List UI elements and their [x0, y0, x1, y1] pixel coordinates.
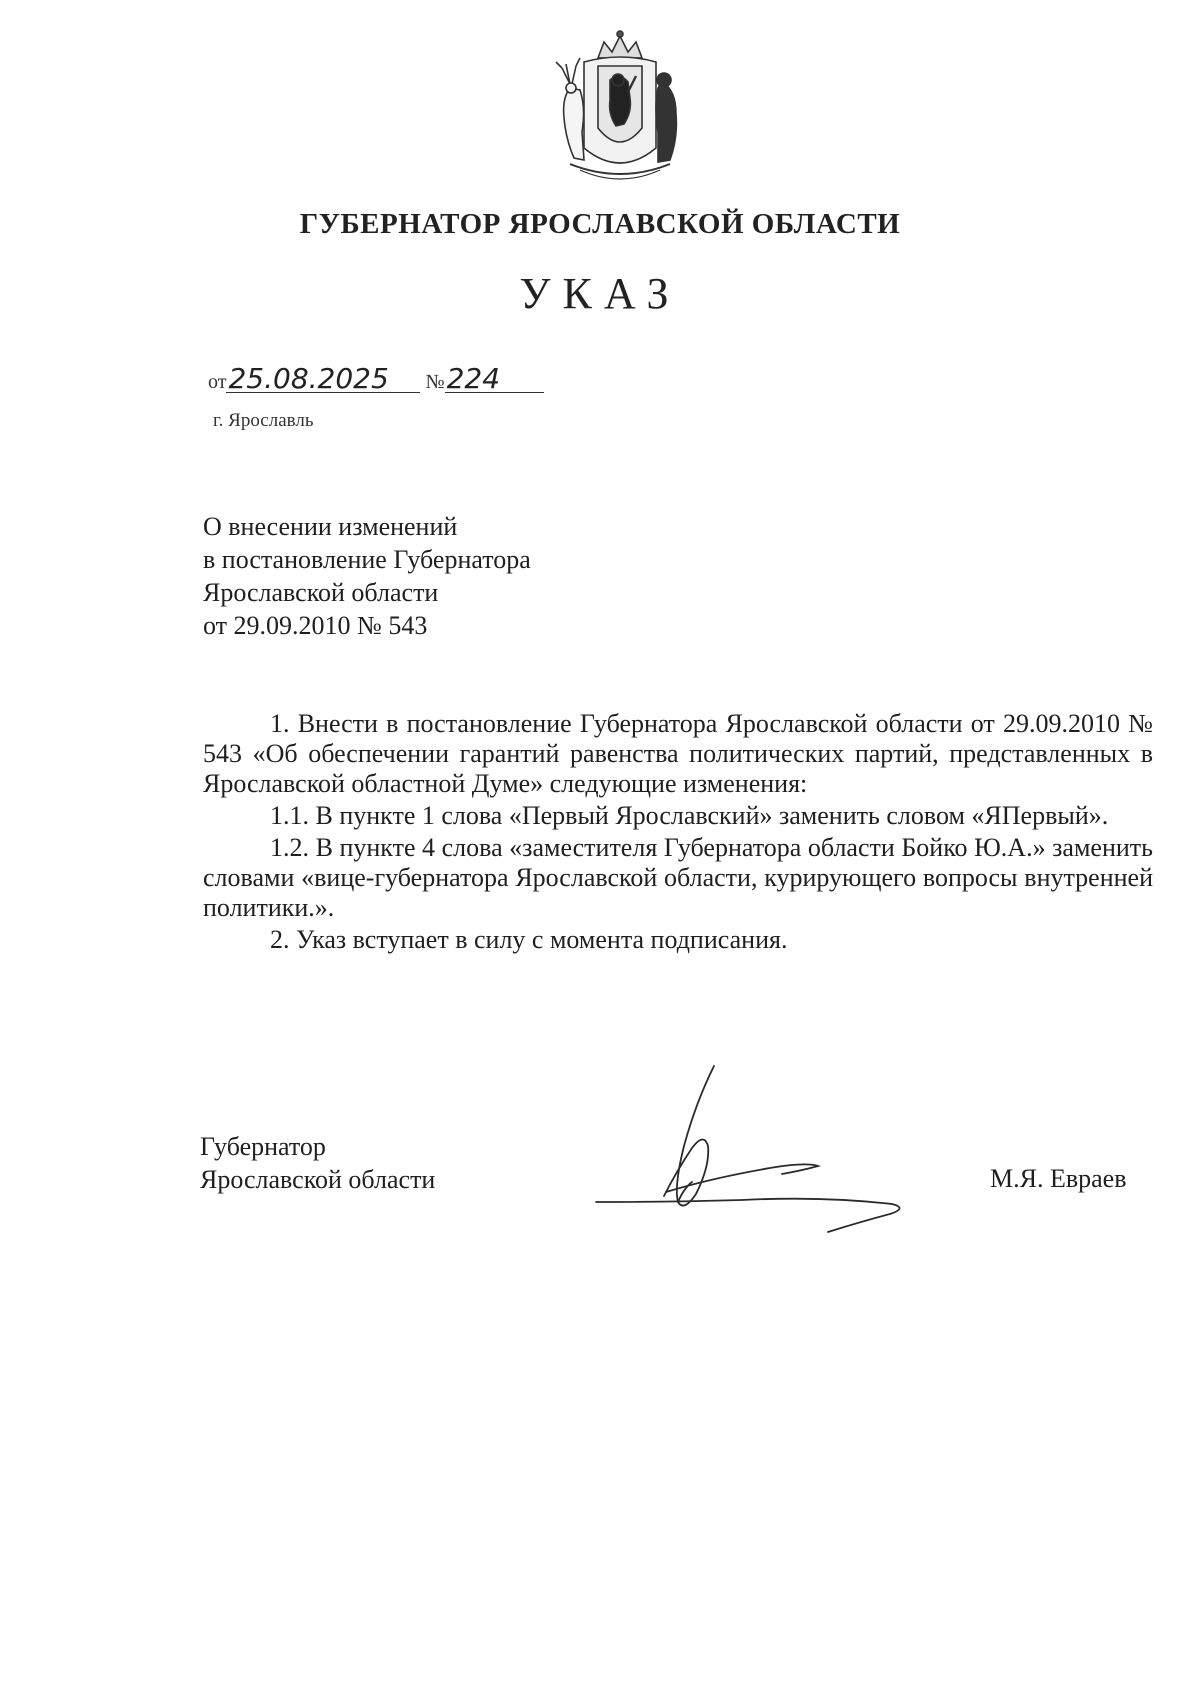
date-number-line [208, 362, 544, 395]
handwritten-date: 25.08.2025 [226, 366, 420, 393]
document-body [203, 709, 1153, 957]
body-paragraph: 1.1. В пункте 1 слова «Первый Ярославский» заменить словом «ЯПервый». [270, 801, 1109, 830]
subject-line: от 29.09.2010 № 543 [203, 611, 428, 640]
city: г. Ярославль [213, 410, 314, 431]
document-subject [203, 510, 531, 642]
coat-of-arms-emblem [540, 28, 700, 188]
document-type: УКАЗ [519, 269, 681, 318]
signatory-position [200, 1130, 435, 1196]
issuing-authority: ГУБЕРНАТОР ЯРОСЛАВСКОЙ ОБЛАСТИ [299, 208, 901, 240]
handwritten-number: 224 [445, 366, 544, 393]
date-prefix: от [208, 371, 227, 393]
signatory-position-line: Губернатор [200, 1132, 326, 1161]
signatory-position-line: Ярославской области [200, 1165, 436, 1194]
subject-line: в постановление Губернатора [203, 545, 531, 574]
body-paragraph: 1. Внести в постановление Губернатора Ярославской области от 29.09.2010 № 543 «Об обеспечении гарантий равенства политических партий, представленных в Ярославской областной Думе» следующие изменения: [203, 709, 1153, 798]
number-prefix: № [425, 371, 445, 393]
subject-line: О внесении изменений [203, 512, 458, 541]
signatory-name: М.Я. Евраев [990, 1164, 1127, 1193]
body-paragraph: 2. Указ вступает в силу с момента подписания. [270, 925, 788, 954]
body-paragraph: 1.2. В пункте 4 слова «заместителя Губернатора области Бойко Ю.А.» заменить словами «вице-губернатора Ярославской области, курирующего вопросы внутренней политики.». [203, 833, 1153, 922]
handwritten-signature [592, 1062, 952, 1242]
subject-line: Ярославской области [203, 578, 439, 607]
